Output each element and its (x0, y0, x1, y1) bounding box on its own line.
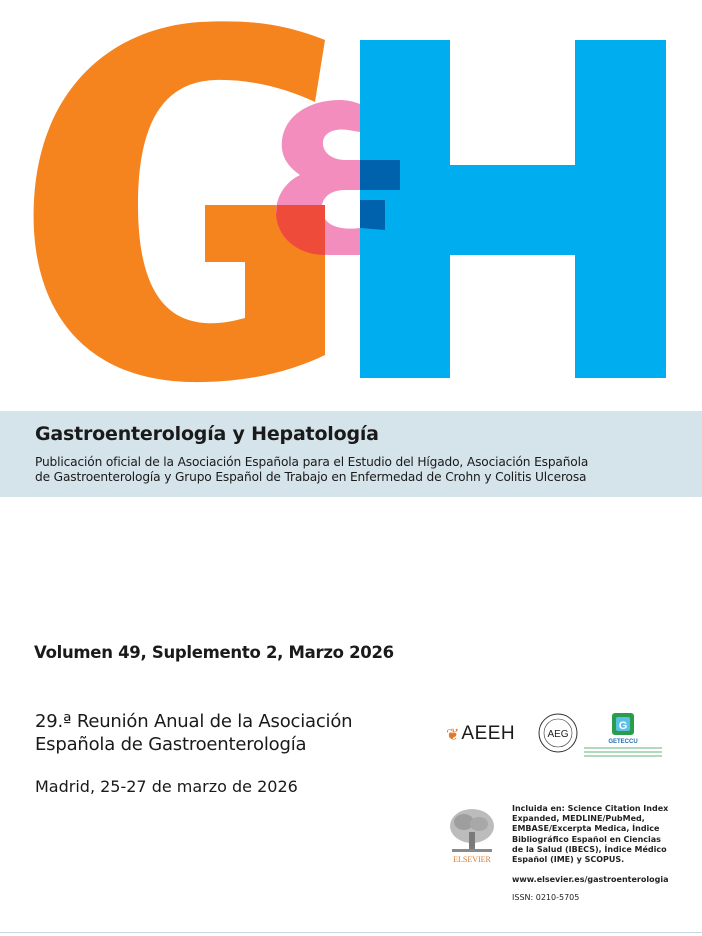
issn: ISSN: 0210-5705 (512, 893, 580, 902)
volume-info: Volumen 49, Suplemento 2, Marzo 2026 (34, 643, 394, 662)
indexing-line: Expanded, MEDLINE/PubMed, (512, 814, 645, 824)
aeeh-liver-icon: ❦ (446, 724, 460, 744)
subtitle-line-2: de Gastroenterología y Grupo Español de Trabajo en Enfermedad de Crohn y Colitis Ulcerosa (35, 469, 587, 484)
indexing-info (512, 804, 668, 865)
logo-letter-h (360, 40, 666, 378)
geteccu-logo (580, 711, 666, 759)
aeg-logo (537, 712, 579, 754)
journal-subtitle (35, 455, 588, 484)
aeg-logo-text: AEG (547, 729, 569, 740)
meeting-title (35, 710, 352, 756)
subtitle-line-1: Publicación oficial de la Asociación Española para el Estudio del Hígado, Asociación Española (35, 455, 589, 469)
indexing-line: de la Salud (IBECS), Índice Médico (512, 844, 667, 854)
indexing-line: Español (IME) y SCOPUS. (512, 855, 625, 865)
svg-text:G: G (618, 720, 628, 732)
indexing-line: EMBASE/Excerpta Medica, Índice (512, 824, 660, 834)
meeting-line-2: Española de Gastroenterología (35, 734, 307, 755)
journal-title: Gastroenterología y Hepatología (35, 423, 379, 445)
gh-logo (0, 0, 702, 410)
meeting-line-1: 29.ª Reunión Anual de la Asociación (35, 711, 353, 732)
aeeh-logo: ❦ AEEH (446, 723, 516, 744)
elsevier-logo (446, 806, 498, 866)
bottom-divider (0, 932, 702, 933)
indexing-line: Bibliográfico Español en Ciencias (512, 834, 661, 844)
geteccu-logo-text: GETECCU (608, 739, 638, 745)
place-date: Madrid, 25-27 de marzo de 2026 (35, 777, 298, 796)
elsevier-wordmark: ELSEVIER (453, 855, 491, 864)
indexing-line: Incluida en: Science Citation Index (512, 804, 669, 813)
website-link[interactable]: www.elsevier.es/gastroenterologia (512, 875, 669, 884)
